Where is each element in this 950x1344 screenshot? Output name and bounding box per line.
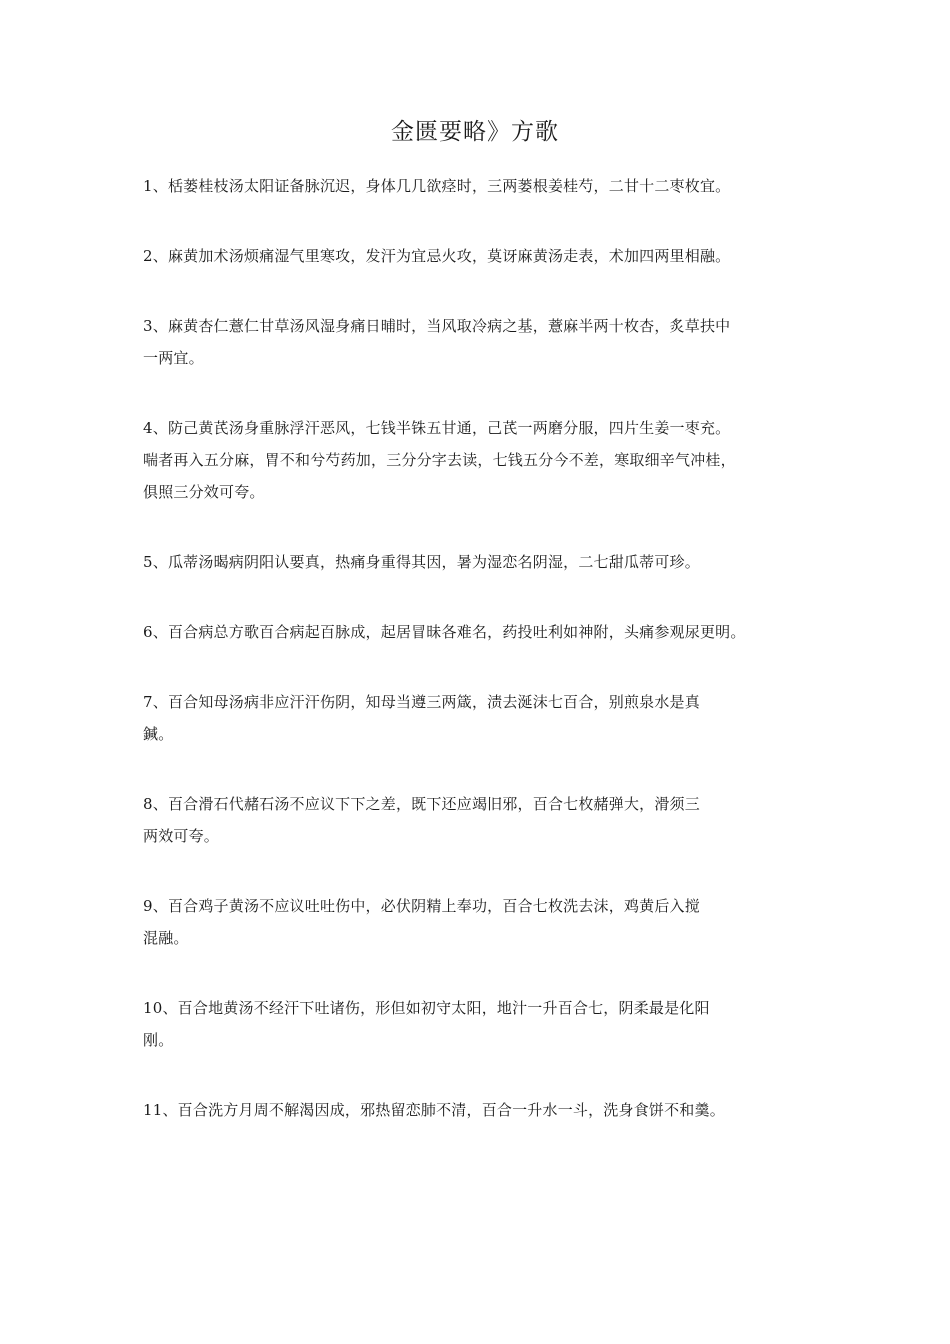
formula-entry-3	[143, 310, 823, 374]
entry-line: 9、百合鸡子黄汤不应议吐吐伤中，必伏阴精上奉功，百合七枚洗去沫，鸡黄后入搅	[143, 897, 700, 915]
entry-line: 混融。	[143, 929, 189, 947]
formula-entry-9	[143, 890, 823, 954]
formula-entry-7	[143, 686, 823, 750]
formula-entry-5	[143, 546, 823, 578]
entry-line: 4、防己黄芪汤身重脉浮汗恶风，七钱半铢五甘通，己芪一两磨分服，四片生姜一枣充。	[143, 419, 731, 437]
entry-line: 2、麻黄加术汤烦痛湿气里寒攻，发汗为宜忌火攻，莫讶麻黄汤走表，术加四两里相融。	[143, 247, 731, 265]
entry-line: 6、百合病总方歌百合病起百脉成，起居冒昧各难名，药投吐利如神附，头痛参观尿更明。	[143, 623, 746, 641]
entry-line: 鍼。	[143, 725, 174, 743]
entry-line: 7、百合知母汤病非应汗汗伤阴，知母当遵三两箴，渍去涎沫七百合，别煎泉水是真	[143, 693, 700, 711]
entry-line: 11、百合洗方月周不解渴因成，邪热留恋肺不清，百合一升水一斗，洗身食饼不和羹。	[143, 1101, 725, 1119]
entry-line: 10、百合地黄汤不经汗下吐诸伤，形但如初守太阳，地汁一升百合七，阴柔最是化阳	[143, 999, 710, 1017]
formula-entry-4	[143, 412, 823, 508]
entry-line: 俱照三分效可夸。	[143, 483, 265, 501]
formula-entry-8	[143, 788, 823, 852]
entry-line: 3、麻黄杏仁薏仁甘草汤风湿身痛日晡时，当风取冷病之基，薏麻半两十枚杏，炙草扶中	[143, 317, 731, 335]
entry-line: 喘者再入五分麻，胃不和兮芍药加，三分分字去读，七钱五分今不差，寒取细辛气冲桂，	[143, 451, 736, 469]
formula-entry-10	[143, 992, 823, 1056]
formula-list	[143, 170, 823, 1164]
entry-line: 刚。	[143, 1031, 174, 1049]
entry-line: 1、栝蒌桂枝汤太阳证备脉沉迟，身体几几欲痉时，三两蒌根姜桂芍，二甘十二枣枚宜。	[143, 177, 731, 195]
formula-entry-6	[143, 616, 823, 648]
entry-line: 8、百合滑石代赭石汤不应议下下之差，既下还应竭旧邪，百合七枚赭弹大，滑须三	[143, 795, 700, 813]
entry-line: 5、瓜蒂汤暍病阴阳认要真，热痛身重得其因，暑为湿恋名阴湿，二七甜瓜蒂可珍。	[143, 553, 700, 571]
formula-entry-2	[143, 240, 823, 272]
document-title: 金匮要略》方歌	[391, 119, 559, 145]
entry-line: 一两宜。	[143, 349, 204, 367]
formula-entry-11	[143, 1094, 823, 1126]
entry-line: 两效可夸。	[143, 827, 220, 845]
formula-entry-1	[143, 170, 823, 202]
